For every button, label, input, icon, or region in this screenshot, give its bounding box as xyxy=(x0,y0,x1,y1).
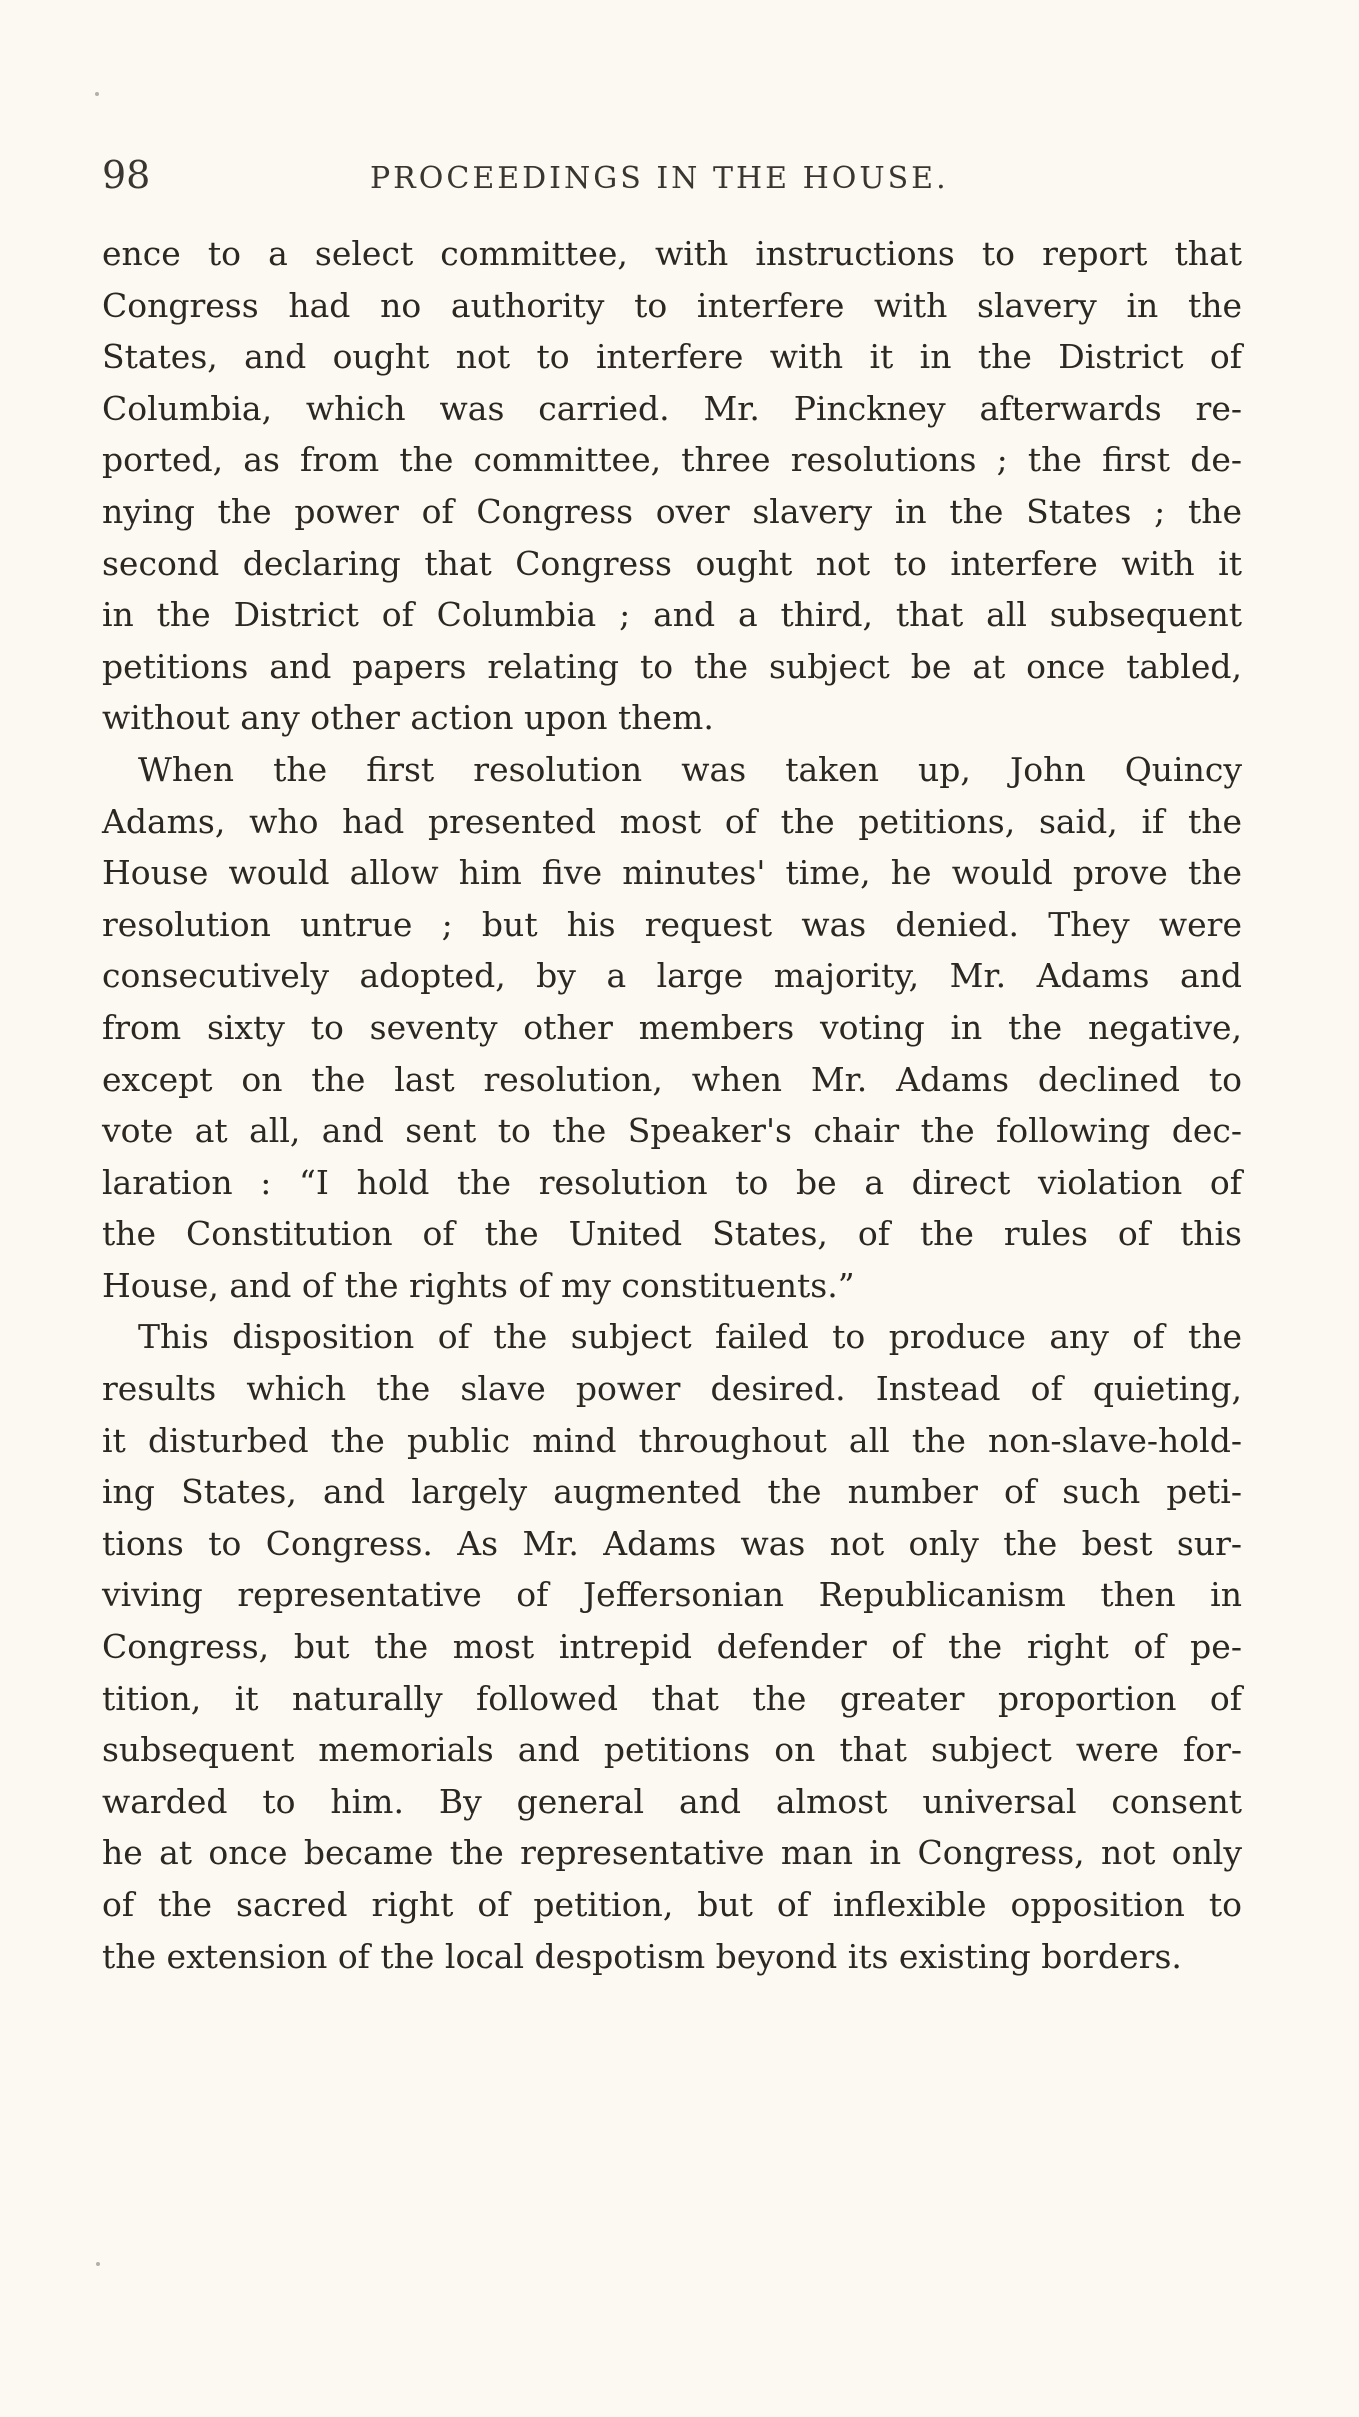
text-line: consecutively adopted, by a large majority, Mr. Adams and xyxy=(102,956,1242,996)
text-line: of the sacred right of petition, but of inflexible opposition to xyxy=(102,1885,1242,1924)
text-line: tions to Congress. As Mr. Adams was not only the best sur- xyxy=(102,1523,1242,1563)
text-line: ing States, and largely augmented the number of such peti- xyxy=(102,1472,1242,1512)
text-line: nying the power of Congress over slavery in the States ; the xyxy=(102,491,1242,531)
text-line: he at once became the representative man in Congress, not only xyxy=(102,1833,1242,1873)
text-line: ported, as from the committee, three resolutions ; the first de- xyxy=(102,440,1242,480)
text-line: viving representative of Jeffersonian Republicanism then in xyxy=(102,1575,1242,1615)
text-line: second declaring that Congress ought not to interfere with it xyxy=(102,543,1242,583)
text-line: the extension of the local despotism beyond its existing borders. xyxy=(102,1936,1182,1976)
text-line: Columbia, which was carried. Mr. Pinckney afterwards re- xyxy=(102,388,1242,428)
page-number: 98 xyxy=(102,153,151,197)
text-line: tition, it naturally followed that the greater proportion of xyxy=(102,1678,1242,1718)
text-line: House would allow him five minutes' time, he would prove the xyxy=(102,853,1242,893)
text-line: subsequent memorials and petitions on that subject were for- xyxy=(102,1730,1242,1770)
text-line: vote at all, and sent to the Speaker's chair the following dec- xyxy=(102,1111,1242,1151)
text-line: laration : “I hold the resolution to be a direct violation of xyxy=(102,1162,1242,1202)
text-line: petitions and papers relating to the subject be at once tabled, xyxy=(102,646,1242,686)
text-line: resolution untrue ; but his request was denied. They were xyxy=(102,904,1242,944)
paragraph-2 xyxy=(102,744,1242,1312)
text-line: from sixty to seventy other members voting in the negative, xyxy=(102,1007,1242,1047)
text-line: it disturbed the public mind throughout all the non-slave-hold- xyxy=(102,1420,1242,1460)
text-line: ence to a select committee, with instructions to report that xyxy=(102,234,1242,273)
text-line: without any other action upon them. xyxy=(102,698,714,738)
paragraph-3 xyxy=(102,1311,1242,1982)
text-line: results which the slave power desired. Instead of quieting, xyxy=(102,1369,1242,1409)
text-line: Congress, but the most intrepid defender of the right of pe- xyxy=(102,1627,1242,1667)
text-line: Adams, who had presented most of the petitions, said, if the xyxy=(102,801,1242,841)
text-line: House, and of the rights of my constituents.” xyxy=(102,1265,855,1305)
ink-speck xyxy=(95,92,99,96)
text-line: warded to him. By general and almost universal consent xyxy=(102,1781,1242,1821)
text-line: except on the last resolution, when Mr. Adams declined to xyxy=(102,1059,1242,1099)
text-line: the Constitution of the United States, of the rules of this xyxy=(102,1214,1242,1254)
paragraph-1 xyxy=(102,228,1242,744)
running-head xyxy=(102,150,1212,200)
body-text xyxy=(102,228,1242,1982)
text-line: in the District of Columbia ; and a third, that all subsequent xyxy=(102,595,1242,635)
running-title: PROCEEDINGS IN THE HOUSE. xyxy=(370,161,949,196)
text-line: States, and ought not to interfere with it in the District of xyxy=(102,337,1242,377)
text-line: When the first resolution was taken up, John Quincy xyxy=(138,749,1242,789)
text-line: Congress had no authority to interfere with slavery in the xyxy=(102,285,1242,325)
ink-speck xyxy=(96,2262,100,2266)
text-line: This disposition of the subject failed to produce any of the xyxy=(138,1317,1242,1357)
